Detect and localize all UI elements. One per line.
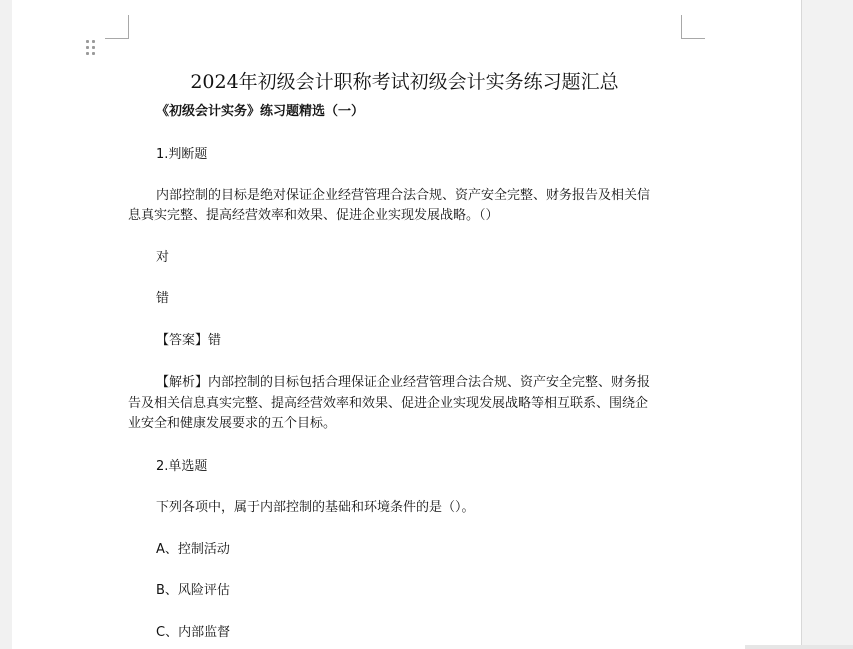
question-2-stem: 下列各项中，属于内部控制的基础和环境条件的是（）。 (156, 500, 475, 515)
question-1-answer: 【答案】错 (156, 333, 222, 348)
question-1-stem-line-1: 内部控制的目标是绝对保证企业经营管理合法合规、资产安全完整、财务报告及相关信 (156, 188, 651, 203)
question-2-option-c: C、内部监督 (156, 625, 231, 640)
question-1-option-true: 对 (156, 250, 170, 265)
document-subtitle: 《初级会计实务》练习题精选（一） (156, 104, 365, 119)
right-workspace (802, 0, 853, 649)
document-page[interactable] (12, 0, 802, 649)
question-1-analysis-line-3: 业安全和健康发展要求的五个目标。 (128, 416, 337, 431)
question-2-option-a: A、控制活动 (156, 542, 230, 557)
document-title: 2024年初级会计职称考试初级会计实务练习题汇总 (190, 71, 619, 93)
top-left-margin-marker (105, 15, 129, 39)
question-1-analysis-line-2: 告及相关信息真实完整、提高经营效率和效果、促进企业实现发展战略等相互联系、围绕企 (128, 396, 649, 411)
question-2-heading: 2.单选题 (156, 459, 208, 474)
top-right-margin-marker (681, 15, 705, 39)
drag-handle-icon[interactable] (86, 40, 96, 56)
horizontal-scrollbar[interactable] (745, 645, 853, 649)
question-2-option-b: B、风险评估 (156, 583, 230, 598)
question-1-heading: 1.判断题 (156, 147, 208, 162)
question-1-analysis-line-1: 【解析】内部控制的目标包括合理保证企业经营管理合法合规、资产安全完整、财务报 (156, 375, 651, 390)
question-1-option-false: 错 (156, 291, 170, 306)
question-1-stem-line-2: 息真实完整、提高经营效率和效果、促进企业实现发展战略。（） (128, 208, 499, 223)
left-margin-strip (0, 0, 12, 649)
